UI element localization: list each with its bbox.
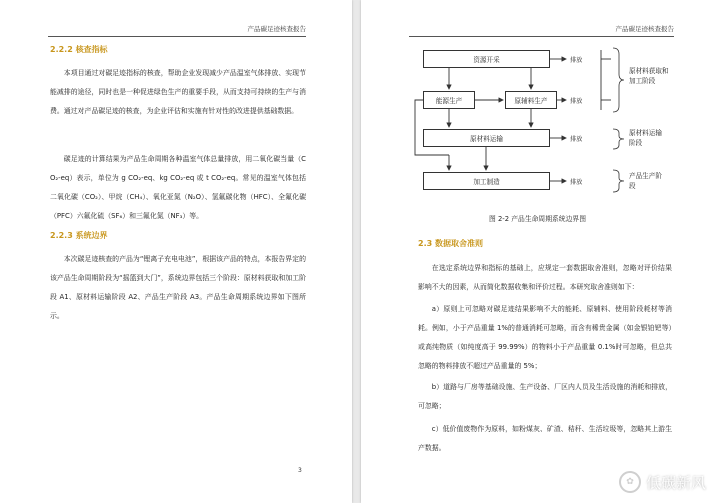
paragraph: 本次碳足迹核查的产品为“锂离子充电电池”，根据该产品的特点，本报告界定的该产品生命周期阶段为“摇篮到大门”，系统边界包括三个阶段：原材料获取和加工阶段 A1、原材料运输阶段 A2、产品生产阶段 A3。产品生命周期系统边界如下图所示。 (50, 255, 306, 320)
report-page-right (361, 0, 720, 503)
box-processing: 加工制造 (423, 172, 550, 190)
figure-caption: 图 2-2 产品生命周期系统边界图 (489, 215, 586, 223)
criteria-item: c）低价值废物作为原料，如粉煤灰、矿渣、秸秆、生活垃圾等，忽略其上游生产数据。 (418, 425, 672, 452)
section-heading-2-2-3: 2.2.3 系统边界 (50, 231, 108, 240)
emission-label: 排放 (570, 179, 583, 186)
criteria-item: a）原则上可忽略对碳足迹结果影响不大的能耗、原辅料、使用阶段耗材等消耗。例如，小于产品重量 1%的普通消耗可忽略，而含有稀贵金属（如金银铂钯等）或高纯物质（如纯度高于 99.99%）的物料小于产品重量 0.1%时可忽略，但总共忽略的物料排放不超过产品重量的 5%； (418, 305, 672, 370)
watermark-text: 低碳新风 (645, 473, 706, 492)
leaf-logo-icon: ✿ (619, 471, 641, 493)
stage-brace-a3 (613, 170, 624, 192)
stage-label-a1: 原材料获取和加工阶段 (629, 67, 669, 85)
stage-brace-a2 (613, 129, 624, 149)
stage-brace-a1 (613, 48, 624, 112)
box-auxiliary-production: 原辅料生产 (505, 91, 557, 109)
box-material-transport: 原材料运输 (423, 129, 550, 147)
header-rule (48, 36, 306, 37)
running-header: 产品碳足迹核查报告 (615, 25, 674, 33)
emission-label: 排放 (570, 98, 583, 105)
emission-label: 排放 (570, 136, 583, 143)
emission-label: 排放 (570, 57, 583, 64)
stage-label-a3: 产品生产阶段 (629, 172, 662, 190)
watermark (619, 471, 706, 493)
page-number: 3 (298, 467, 302, 474)
box-resource-mining: 资源开采 (423, 50, 550, 68)
paragraph: 本项目通过对碳足迹指标的核查，帮助企业发现减少产品温室气体排放、实现节能减排的途径，同时也是一种促进绿色生产的重要手段，从而支持可持续的生产与消费。通过对产品碳足迹的核查，为企业评估和实施有针对性的改进提供基础数据。 (50, 69, 306, 115)
box-energy-production: 能源生产 (423, 91, 475, 109)
criteria-item: b）道路与厂房等基础设施、生产设备、厂区内人员及生活设施的消耗和排放，可忽略； (418, 383, 672, 410)
paragraph: 在选定系统边界和指标的基础上，应规定一套数据取舍准则，忽略对评价结果影响不大的因素，从而简化数据收集和评价过程。本研究取舍准则如下： (418, 264, 672, 291)
report-page-left (0, 0, 352, 503)
paragraph: 碳足迹的计算结果为产品生命周期各种温室气体总量排放，用二氧化碳当量（CO₂-eq）表示，单位为 g CO₂-eq、kg CO₂-eq 或 t CO₂-eq。常见的温室气体包括二氧化碳（CO₂）、甲烷（CH₄）、氧化亚氮（N₂O）、氢氟碳化物（HFC）、全氟化碳（PFC）六氟化硫（SF₆）和三氟化氮（NF₃）等。 (50, 155, 306, 220)
stage-label-a2: 原材料运输阶段 (629, 129, 662, 147)
section-heading-2-2-2: 2.2.2 核查指标 (50, 45, 108, 54)
diagram-connectors (361, 0, 720, 210)
running-header: 产品碳足迹核查报告 (247, 25, 306, 33)
section-heading-2-3: 2.3 数据取舍准则 (418, 239, 483, 248)
flow-arrow (415, 100, 449, 155)
